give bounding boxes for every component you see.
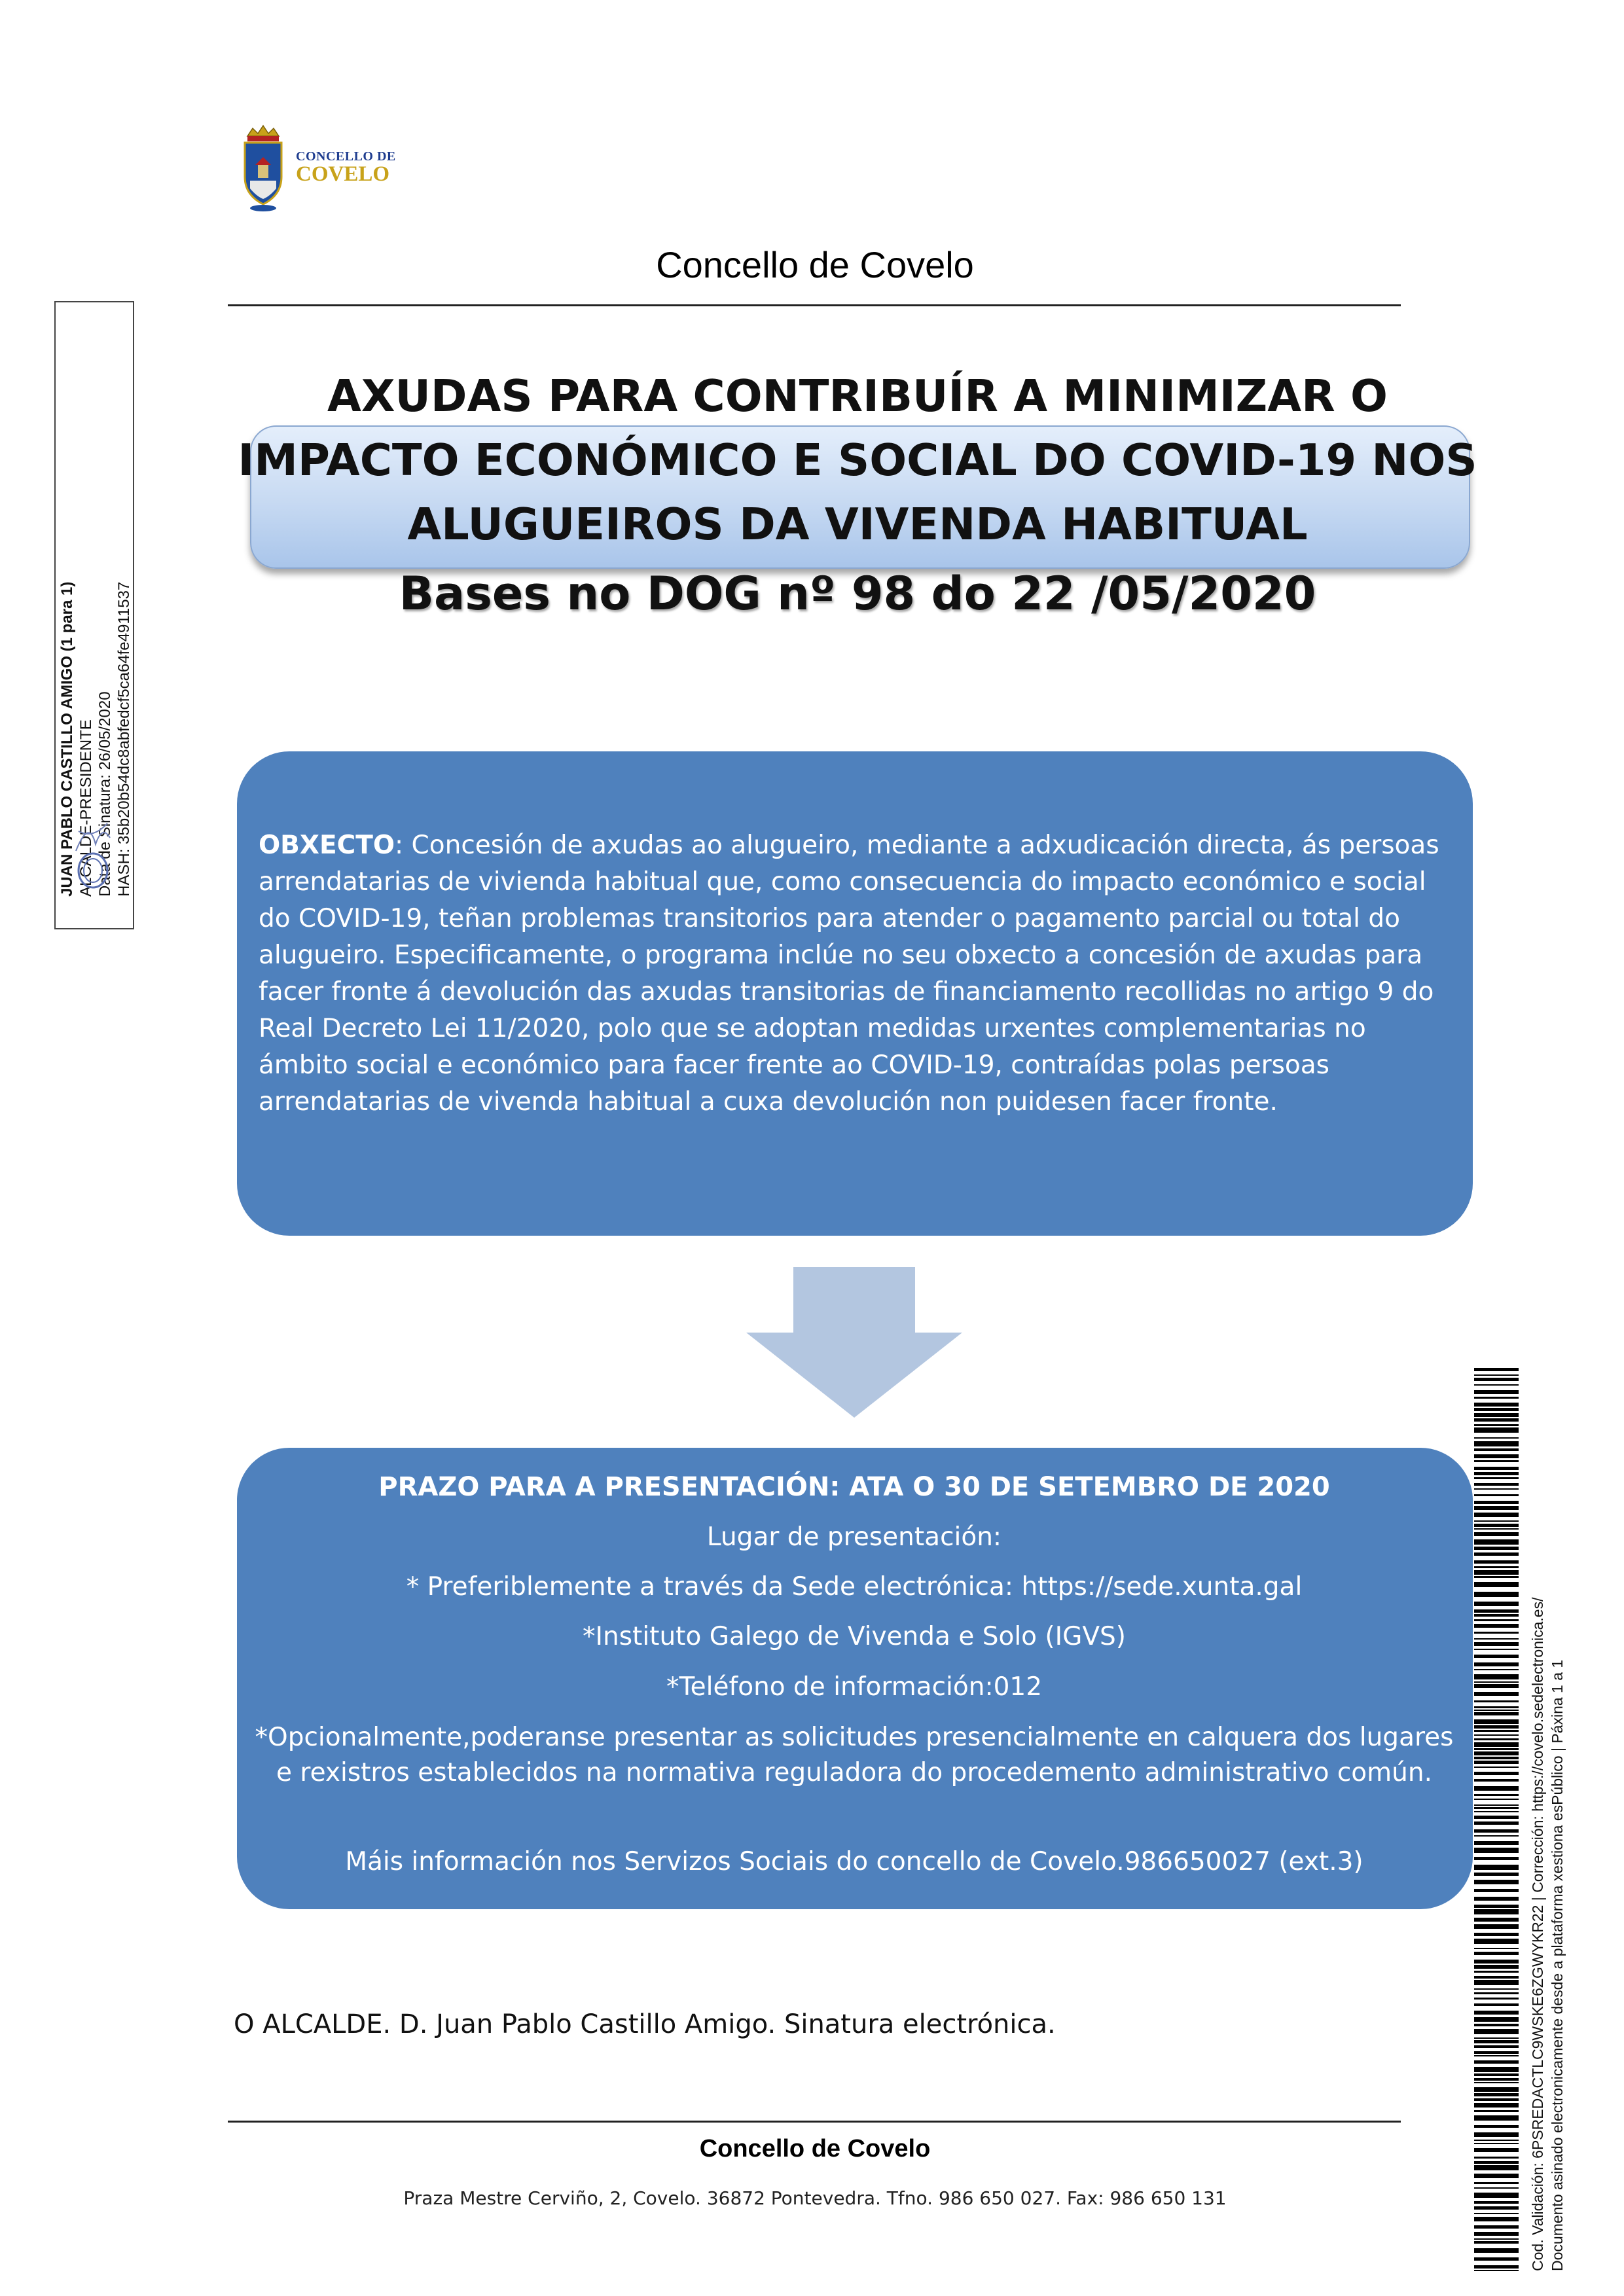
title-line-2: IMPACTO ECONÓMICO E SOCIAL DO COVID-19 NOS bbox=[238, 435, 1477, 486]
barcode-icon bbox=[1474, 1368, 1519, 2271]
signature-date: Data de Sinatura: 26/05/2020 bbox=[96, 691, 114, 897]
logo-text-concello-de: CONCELLO DE bbox=[296, 149, 396, 164]
igvs-line: *Instituto Galego de Vivenda e Solo (IGVS) bbox=[582, 1622, 1127, 1651]
footer-address: Praza Mestre Cerviño, 2, Covelo. 36872 Pontevedra. Tfno. 986 650 027. Fax: 986 650 131 bbox=[403, 2187, 1227, 2209]
footer-title: Concello de Covelo bbox=[699, 2135, 931, 2162]
sede-electronica: * Preferiblemente a través da Sede electrónica: https://sede.xunta.gal bbox=[406, 1572, 1303, 1602]
validation-text bbox=[1528, 1368, 1567, 2271]
validation-code: Cod. Validación: 6PSREDACTLC9WSKE6ZGWYKR22 | Corrección: https://covelo.sedelectronica.es/ bbox=[1529, 1597, 1546, 2271]
lugar-presentacion: Lugar de presentación: bbox=[706, 1522, 1002, 1552]
obxecto-label: OBXECTO bbox=[259, 831, 395, 860]
title-line-3: ALUGUEIROS DA VIVENDA HABITUAL bbox=[407, 499, 1308, 550]
signature-panel-text bbox=[58, 268, 134, 897]
footer-divider bbox=[228, 2121, 1401, 2123]
signature-stamp-icon bbox=[69, 812, 117, 890]
title-line-1: AXUDAS PARA CONTRIBUÍR A MINIMIZAR O bbox=[327, 370, 1388, 422]
arrow-down-icon bbox=[746, 1267, 962, 1418]
signature-hash: HASH: 35b20b54dc8abfedcf5ca64fe4911537 bbox=[115, 581, 133, 897]
header-divider bbox=[228, 304, 1401, 306]
alcalde-signature-line: O ALCALDE. D. Juan Pablo Castillo Amigo. Sinatura electrónica. bbox=[234, 2009, 1056, 2039]
validation-platform: Documento asinado electronicamente desde a plataforma xestiona esPúblico | Páxina 1 a 1 bbox=[1549, 1659, 1566, 2271]
telefono-informacion: *Teléfono de información:012 bbox=[666, 1672, 1043, 1702]
obxecto-paragraph bbox=[259, 827, 1456, 1121]
document-title bbox=[196, 364, 1519, 556]
obxecto-text: : Concesión de axudas ao alugueiro, mediante a adxudicación directa, ás persoas arrendatarias de vivienda habitual que, como consecuencia do impacto económico e social do COVID-19, teñan problemas transitorios para atender o pagamento parcial ou total do alugueiro. Especificamente, o programa inclúe no seu obxecto a concesión de axudas para facer fronte á devolución das axudas transitorias de financiamento recollidas no artigo 9 do Real Decreto Lei 11/2020, polo que se adoptan medidas urxentes complementarias no ámbito social e económico para facer frente ao COVID-19, contraídas polas persoas arrendatarias de vivenda habitual a cuxa devolución non puidesen facer fronte. bbox=[259, 831, 1439, 1117]
signer-name: JUAN PABLO CASTILLO AMIGO (1 para 1) bbox=[58, 581, 76, 897]
header-title: Concello de Covelo bbox=[656, 244, 974, 285]
document-subtitle: Bases no DOG nº 98 do 22 /05/2020 bbox=[399, 567, 1316, 620]
opcional-presencial: *Opcionalmente,poderanse presentar as solicitudes presencialmente en calquera dos lugares e rexistros establecidos na normativa reguladora do procedemento administrativo común. bbox=[255, 1723, 1454, 1787]
prazo-title: PRAZO PARA A PRESENTACIÓN: ATA O 30 DE SETEMBRO DE 2020 bbox=[378, 1472, 1330, 1502]
signer-role: ALCALDE-PRESIDENTE bbox=[77, 719, 95, 897]
mais-informacion: Máis información nos Servizos Sociais do concello de Covelo.986650027 (ext.3) bbox=[345, 1847, 1363, 1876]
logo-text-covelo: COVELO bbox=[296, 162, 390, 186]
